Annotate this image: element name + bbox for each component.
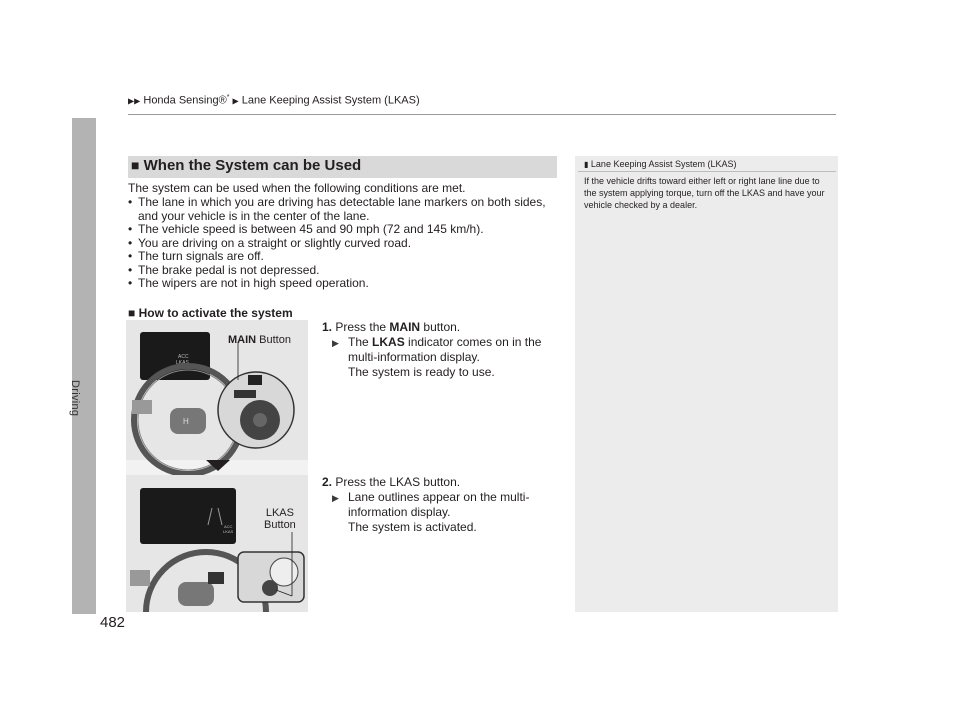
display-2-lkas: LKAS (223, 529, 234, 534)
result-arrow-icon: ▶ (332, 493, 339, 503)
display-1-lkas: LKAS (176, 360, 189, 366)
note-title (584, 159, 737, 169)
subsection-title (128, 306, 293, 320)
main-button-shape (248, 375, 262, 385)
note-text: If the vehicle drifts toward either left or right lane line due to the system applying torque, turn off the LKAS and have your vehicle checked by a dealer. (584, 176, 825, 210)
list-item: • The vehicle speed is between 45 and 90 mph (72 and 145 km/h). (128, 223, 560, 237)
conditions-list (128, 196, 560, 291)
list-item: • The brake pedal is not depressed. (128, 264, 560, 278)
breadcrumb-asterisk: * (226, 94, 230, 101)
display-1-acc: ACC (178, 354, 189, 360)
multi-info-display-2 (140, 488, 236, 544)
breadcrumb-arrow-icon: ▶ (232, 96, 239, 106)
display-2-acc: ACC (224, 524, 233, 529)
square-bullet-icon: ■ (131, 157, 140, 173)
list-item: • You are driving on a straight or slightly curved road. (128, 237, 560, 251)
note-title-text: Lane Keeping Assist System (LKAS) (590, 159, 737, 169)
top-divider (128, 114, 836, 115)
step-1-result-bold: LKAS (372, 335, 405, 349)
chapter-tab (72, 118, 96, 614)
main-callout-rest: Button (259, 334, 291, 346)
step-1-number: 1. (322, 320, 333, 334)
lkas-callout-line2: Button (264, 519, 296, 531)
list-item: • The lane in which you are driving has detectable lane markers on both sides, and your vehicle is in the center of the lane. (128, 196, 560, 223)
list-item: • The wipers are not in high speed operation. (128, 277, 560, 291)
step-1-instruction (322, 320, 558, 335)
lkas-button-callout (264, 507, 296, 531)
section-title (131, 157, 361, 174)
step-1 (322, 320, 558, 380)
step-2-result (332, 490, 558, 520)
section-title-text: When the System can be Used (143, 157, 362, 174)
intro-text: The system can be used when the following conditions are met. (128, 181, 466, 195)
step-2 (322, 475, 558, 535)
step-1-pre: Press the (335, 320, 387, 334)
step-1-result (332, 335, 558, 365)
step-2-instruction (322, 475, 558, 490)
result-arrow-icon: ▶ (332, 338, 339, 348)
subsection-title-text: How to activate the system (138, 306, 293, 320)
breadcrumb-item-honda-sensing[interactable]: Honda Sensing® (143, 94, 227, 107)
step-1-result-post: indicator comes on in the multi-information display. (348, 335, 542, 364)
lkas-button-shape (262, 580, 278, 596)
chapter-tab-label: Driving (69, 380, 81, 417)
list-item: • The turn signals are off. (128, 250, 560, 264)
step-1-result-2: The system is ready to use. (348, 365, 495, 379)
step-1-bold: MAIN (389, 320, 421, 334)
breadcrumb (128, 94, 420, 107)
step-2-result-2: The system is activated. (348, 520, 477, 534)
step-1-post: button. (423, 320, 461, 334)
lkas-callout-line1: LKAS (265, 507, 294, 519)
breadcrumb-item-lkas[interactable]: Lane Keeping Assist System (LKAS) (241, 94, 420, 107)
down-arrow-icon (206, 460, 230, 471)
note-icon: ▮ (584, 160, 589, 169)
main-callout-bold: MAIN (228, 334, 257, 346)
page-number: 482 (100, 614, 126, 631)
step-2-text: Press the LKAS button. (335, 475, 461, 489)
step-2-number: 2. (322, 475, 333, 489)
main-button-callout (228, 334, 291, 346)
note-divider (578, 171, 836, 172)
step-2-result-text: Lane outlines appear on the multi-information display. (348, 490, 530, 519)
multi-info-display-1 (140, 332, 210, 380)
note-panel (575, 156, 838, 612)
square-bullet-icon: ■ (128, 306, 136, 320)
svg-text:H: H (183, 417, 189, 426)
breadcrumb-arrow-icon: ▶▶ (128, 96, 141, 106)
step-1-result-pre: The (348, 335, 369, 349)
